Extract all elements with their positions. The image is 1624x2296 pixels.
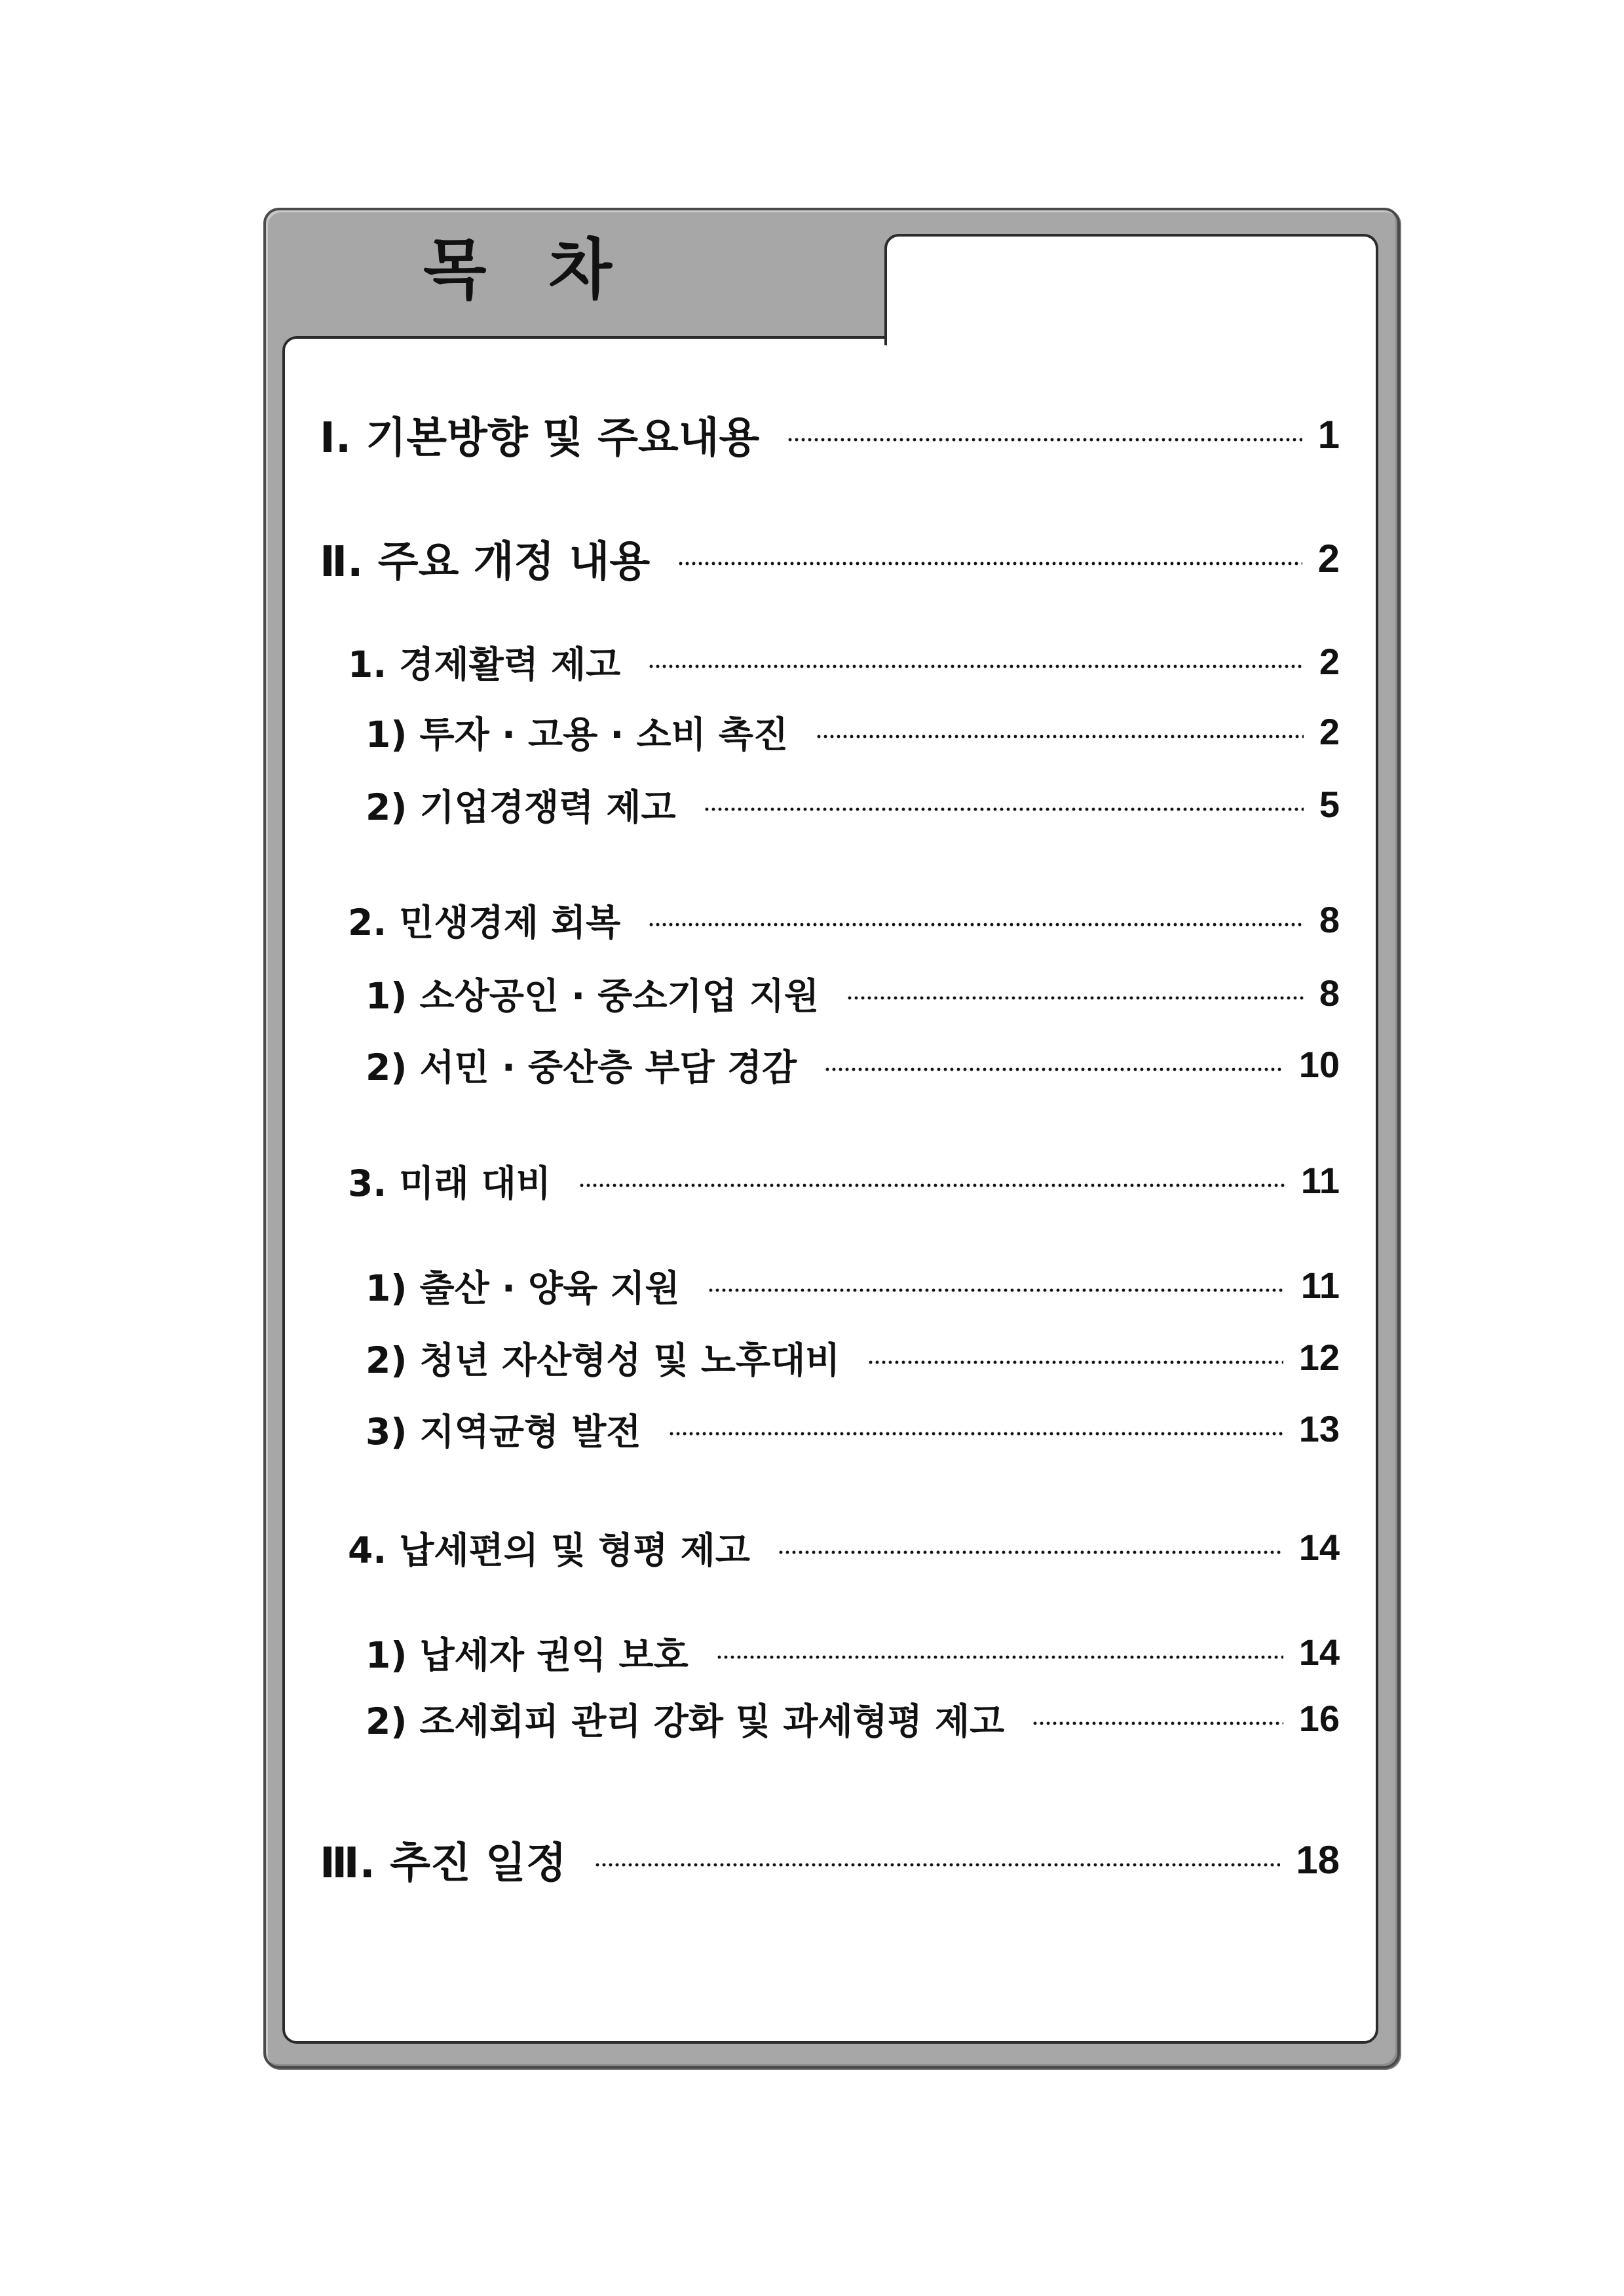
toc-page-number: 2 <box>1319 710 1340 752</box>
toc-page-number: 8 <box>1319 972 1340 1014</box>
toc-page-number: 10 <box>1298 1043 1340 1085</box>
dot-leader <box>716 1654 1283 1660</box>
toc-panel-tab <box>884 234 1378 345</box>
toc-item-2-1-2 <box>366 778 1340 830</box>
toc-entry-label: Ⅱ. 주요 개정 내용 <box>320 538 651 586</box>
toc-page-number: 1 <box>1317 412 1340 457</box>
toc-item-2-2-1 <box>366 966 1340 1019</box>
toc-item-2-3-1 <box>366 1259 1340 1311</box>
toc-part-2 <box>320 532 1340 584</box>
toc-page-number: 2 <box>1317 536 1340 581</box>
toc-item-2-1-1 <box>366 705 1340 757</box>
dot-leader <box>824 1066 1283 1073</box>
toc-part-1 <box>320 408 1340 461</box>
toc-entry-label: 2) 기업경쟁력 제고 <box>366 786 676 828</box>
toc-page-number: 5 <box>1319 783 1340 825</box>
toc-title: 목 차 <box>423 231 612 308</box>
dot-leader <box>677 560 1302 567</box>
toc-page-number: 11 <box>1300 1264 1340 1306</box>
toc-item-2-4-1 <box>366 1626 1340 1678</box>
toc-section-2-2 <box>348 893 1340 946</box>
toc-section-2-3 <box>348 1154 1340 1206</box>
toc-entry-label: 1) 소상공인 · 중소기업 지원 <box>366 974 820 1017</box>
toc-entry-label: 3) 지역균형 발전 <box>366 1410 641 1453</box>
dot-leader <box>578 1182 1285 1189</box>
toc-part-3 <box>320 1833 1340 1886</box>
dot-leader <box>668 1430 1283 1437</box>
dot-leader <box>846 995 1304 1001</box>
toc-entry-label: 1) 납세자 권익 보호 <box>366 1634 689 1676</box>
dot-leader <box>778 1549 1283 1556</box>
toc-page-number: 2 <box>1319 640 1340 682</box>
toc-page-number: 14 <box>1298 1631 1340 1673</box>
toc-page-number: 8 <box>1319 898 1340 940</box>
toc-entry-label: Ⅲ. 추진 일정 <box>320 1839 567 1888</box>
toc-section-2-1 <box>348 635 1340 687</box>
toc-item-2-2-2 <box>366 1038 1340 1090</box>
toc-entry-label: 2) 서민 · 중산층 부담 경감 <box>366 1046 797 1088</box>
dot-leader <box>816 733 1304 740</box>
toc-entry-label: 3. 미래 대비 <box>348 1162 551 1204</box>
toc-item-2-3-3 <box>366 1402 1340 1455</box>
toc-entry-label: 2) 조세회피 관리 강화 및 과세형평 제고 <box>366 1700 1005 1742</box>
toc-entry-label: 1) 출산 · 양육 지원 <box>366 1267 680 1309</box>
dot-leader <box>648 921 1304 928</box>
toc-entry-label: Ⅰ. 기본방향 및 주요내용 <box>320 414 760 463</box>
dot-leader <box>704 806 1304 813</box>
toc-page-number: 13 <box>1298 1407 1340 1449</box>
toc-page-number: 12 <box>1298 1336 1340 1378</box>
toc-entry-label: 2. 민생경제 회복 <box>348 901 621 944</box>
toc-entry-label: 2) 청년 자산형성 및 노후대비 <box>366 1339 840 1381</box>
toc-page-number: 18 <box>1296 1837 1340 1882</box>
dot-leader <box>594 1862 1281 1868</box>
dot-leader <box>787 436 1302 443</box>
toc-entry-label: 1. 경제활력 제고 <box>348 643 621 685</box>
dot-leader <box>648 663 1304 670</box>
toc-section-2-4 <box>348 1521 1340 1573</box>
toc-page-number: 11 <box>1300 1159 1340 1201</box>
dot-leader <box>867 1359 1283 1366</box>
toc-item-2-3-2 <box>366 1331 1340 1383</box>
dot-leader <box>1032 1720 1283 1727</box>
toc-page-number: 16 <box>1298 1697 1340 1739</box>
toc-page-number: 14 <box>1298 1526 1340 1568</box>
toc-entry-label: 4. 납세편의 및 형평 제고 <box>348 1529 750 1571</box>
dot-leader <box>708 1287 1285 1293</box>
toc-item-2-4-2 <box>366 1692 1340 1744</box>
toc-entry-label: 1) 투자 · 고용 · 소비 촉진 <box>366 713 789 756</box>
